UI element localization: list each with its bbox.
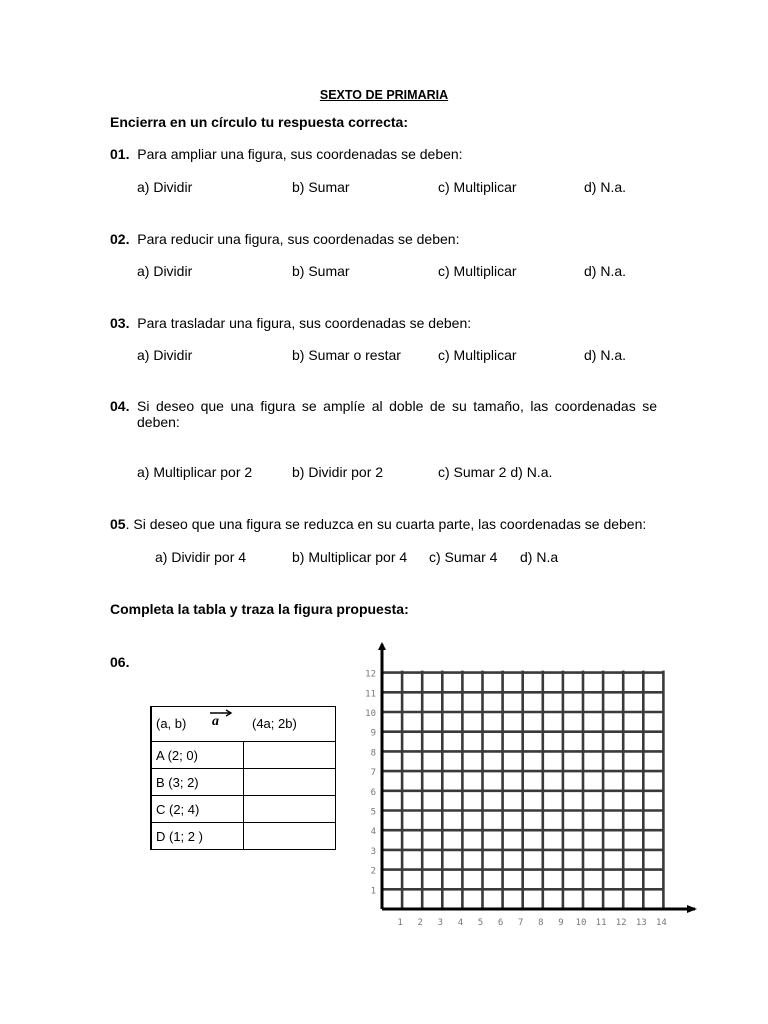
x-tick-label: 12 (615, 918, 627, 928)
header-right: (4a; 2b) (252, 716, 297, 731)
table-row (151, 769, 336, 796)
question-05 (110, 516, 646, 532)
y-tick-labels (365, 670, 376, 897)
x-tick-label: 13 (635, 918, 647, 928)
x-tick-label: 11 (595, 918, 607, 928)
y-tick-label: 12 (365, 669, 376, 680)
y-tick-label: 6 (370, 787, 376, 798)
question-text: Para ampliar una figura, sus coordenadas se deben: (137, 146, 463, 162)
x-tick-label: 1 (397, 918, 403, 928)
question-03 (110, 315, 471, 331)
cell-answer[interactable] (244, 742, 336, 769)
question-number: 04. (110, 398, 130, 414)
cell-answer[interactable] (244, 823, 336, 850)
y-tick-label: 5 (370, 807, 376, 818)
option-d[interactable]: d) N.a. (584, 263, 627, 279)
y-tick-label: 7 (370, 768, 376, 779)
y-tick-label: 1 (370, 886, 376, 897)
table-header (151, 707, 336, 742)
x-tick-label: 2 (417, 918, 423, 928)
x-axis-arrow-icon (687, 905, 697, 913)
y-tick-label: 10 (365, 709, 376, 719)
option-b[interactable]: b) Multiplicar por 4 (292, 549, 408, 565)
option-c[interactable]: c) Multiplicar (438, 347, 517, 363)
cell-original: A (2; 0) (151, 742, 244, 769)
y-tick-label: 8 (370, 748, 376, 759)
grid-lines (382, 671, 664, 909)
option-b[interactable]: b) Sumar o restar (292, 347, 401, 363)
axes (378, 642, 697, 913)
instruction-circle: Encierra en un círculo tu respuesta correcta: (110, 114, 408, 130)
question-06-number: 06. (110, 654, 130, 670)
header-left: (a, b) (156, 716, 187, 731)
question-number: 01. (110, 146, 130, 162)
table-row (151, 823, 336, 850)
question-02 (110, 231, 459, 247)
question-01 (110, 146, 463, 162)
coordinate-table (150, 706, 336, 850)
x-tick-label: 9 (558, 918, 564, 928)
option-b[interactable]: b) Sumar (292, 179, 350, 195)
y-axis-arrow-icon (378, 642, 386, 650)
y-tick-label: 2 (370, 866, 376, 877)
coordinate-grid[interactable] (355, 640, 705, 935)
option-a[interactable]: a) Multiplicar por 2 (137, 464, 253, 480)
y-tick-label: 4 (370, 827, 376, 838)
question-number: 03. (110, 315, 130, 331)
cell-original: C (2; 4) (151, 796, 244, 823)
x-tick-label: 10 (575, 918, 587, 928)
option-c[interactable]: c) Sumar 4 (429, 549, 498, 565)
question-number: 02. (110, 231, 130, 247)
option-d[interactable]: d) N.a (520, 549, 559, 565)
x-tick-label: 4 (457, 918, 464, 928)
cell-original: D (1; 2 ) (151, 823, 244, 850)
option-c[interactable]: c) Multiplicar (438, 179, 517, 195)
cell-answer[interactable] (244, 769, 336, 796)
option-c[interactable]: c) Multiplicar (438, 263, 517, 279)
question-text: . Si deseo que una figura se reduzca en su cuarta parte, las coordenadas se deben: (125, 516, 647, 532)
cell-answer[interactable] (244, 796, 336, 823)
x-tick-label: 6 (497, 918, 504, 928)
question-text: Para trasladar una figura, sus coordenadas se deben: (137, 315, 472, 331)
question-number: 05 (110, 516, 126, 532)
x-tick-labels (397, 918, 666, 928)
table-row (151, 796, 336, 823)
y-tick-label: 9 (370, 728, 376, 739)
page-title: SEXTO DE PRIMARIA (319, 88, 449, 102)
x-tick-label: 7 (517, 918, 524, 928)
table-row (151, 742, 336, 769)
option-b[interactable]: b) Sumar (292, 263, 350, 279)
y-tick-label: 11 (365, 689, 376, 700)
question-text: Si deseo que una figura se amplíe al doble de su tamaño, las coordenadas se deben: (137, 398, 657, 430)
option-a[interactable]: a) Dividir por 4 (155, 549, 247, 565)
instruction-table: Completa la tabla y traza la figura propuesta: (110, 601, 409, 617)
y-tick-label: 3 (370, 846, 376, 857)
question-text: Para reducir una figura, sus coordenadas se deben: (137, 231, 460, 247)
option-b[interactable]: b) Dividir por 2 (292, 464, 384, 480)
option-a[interactable]: a) Dividir (137, 263, 193, 279)
option-a[interactable]: a) Dividir (137, 179, 193, 195)
x-tick-label: 8 (538, 918, 544, 928)
x-tick-label: 14 (655, 918, 667, 928)
option-a[interactable]: a) Dividir (137, 347, 193, 363)
option-d[interactable]: d) N.a. (584, 347, 627, 363)
vector-letter: a (212, 714, 219, 729)
cell-original: B (3; 2) (151, 769, 244, 796)
vector-arrow-icon (208, 709, 234, 732)
option-c[interactable]: c) Sumar 2 d) N.a. (438, 464, 553, 480)
x-tick-label: 5 (477, 918, 484, 928)
x-tick-label: 3 (437, 918, 444, 928)
option-d[interactable]: d) N.a. (584, 179, 627, 195)
